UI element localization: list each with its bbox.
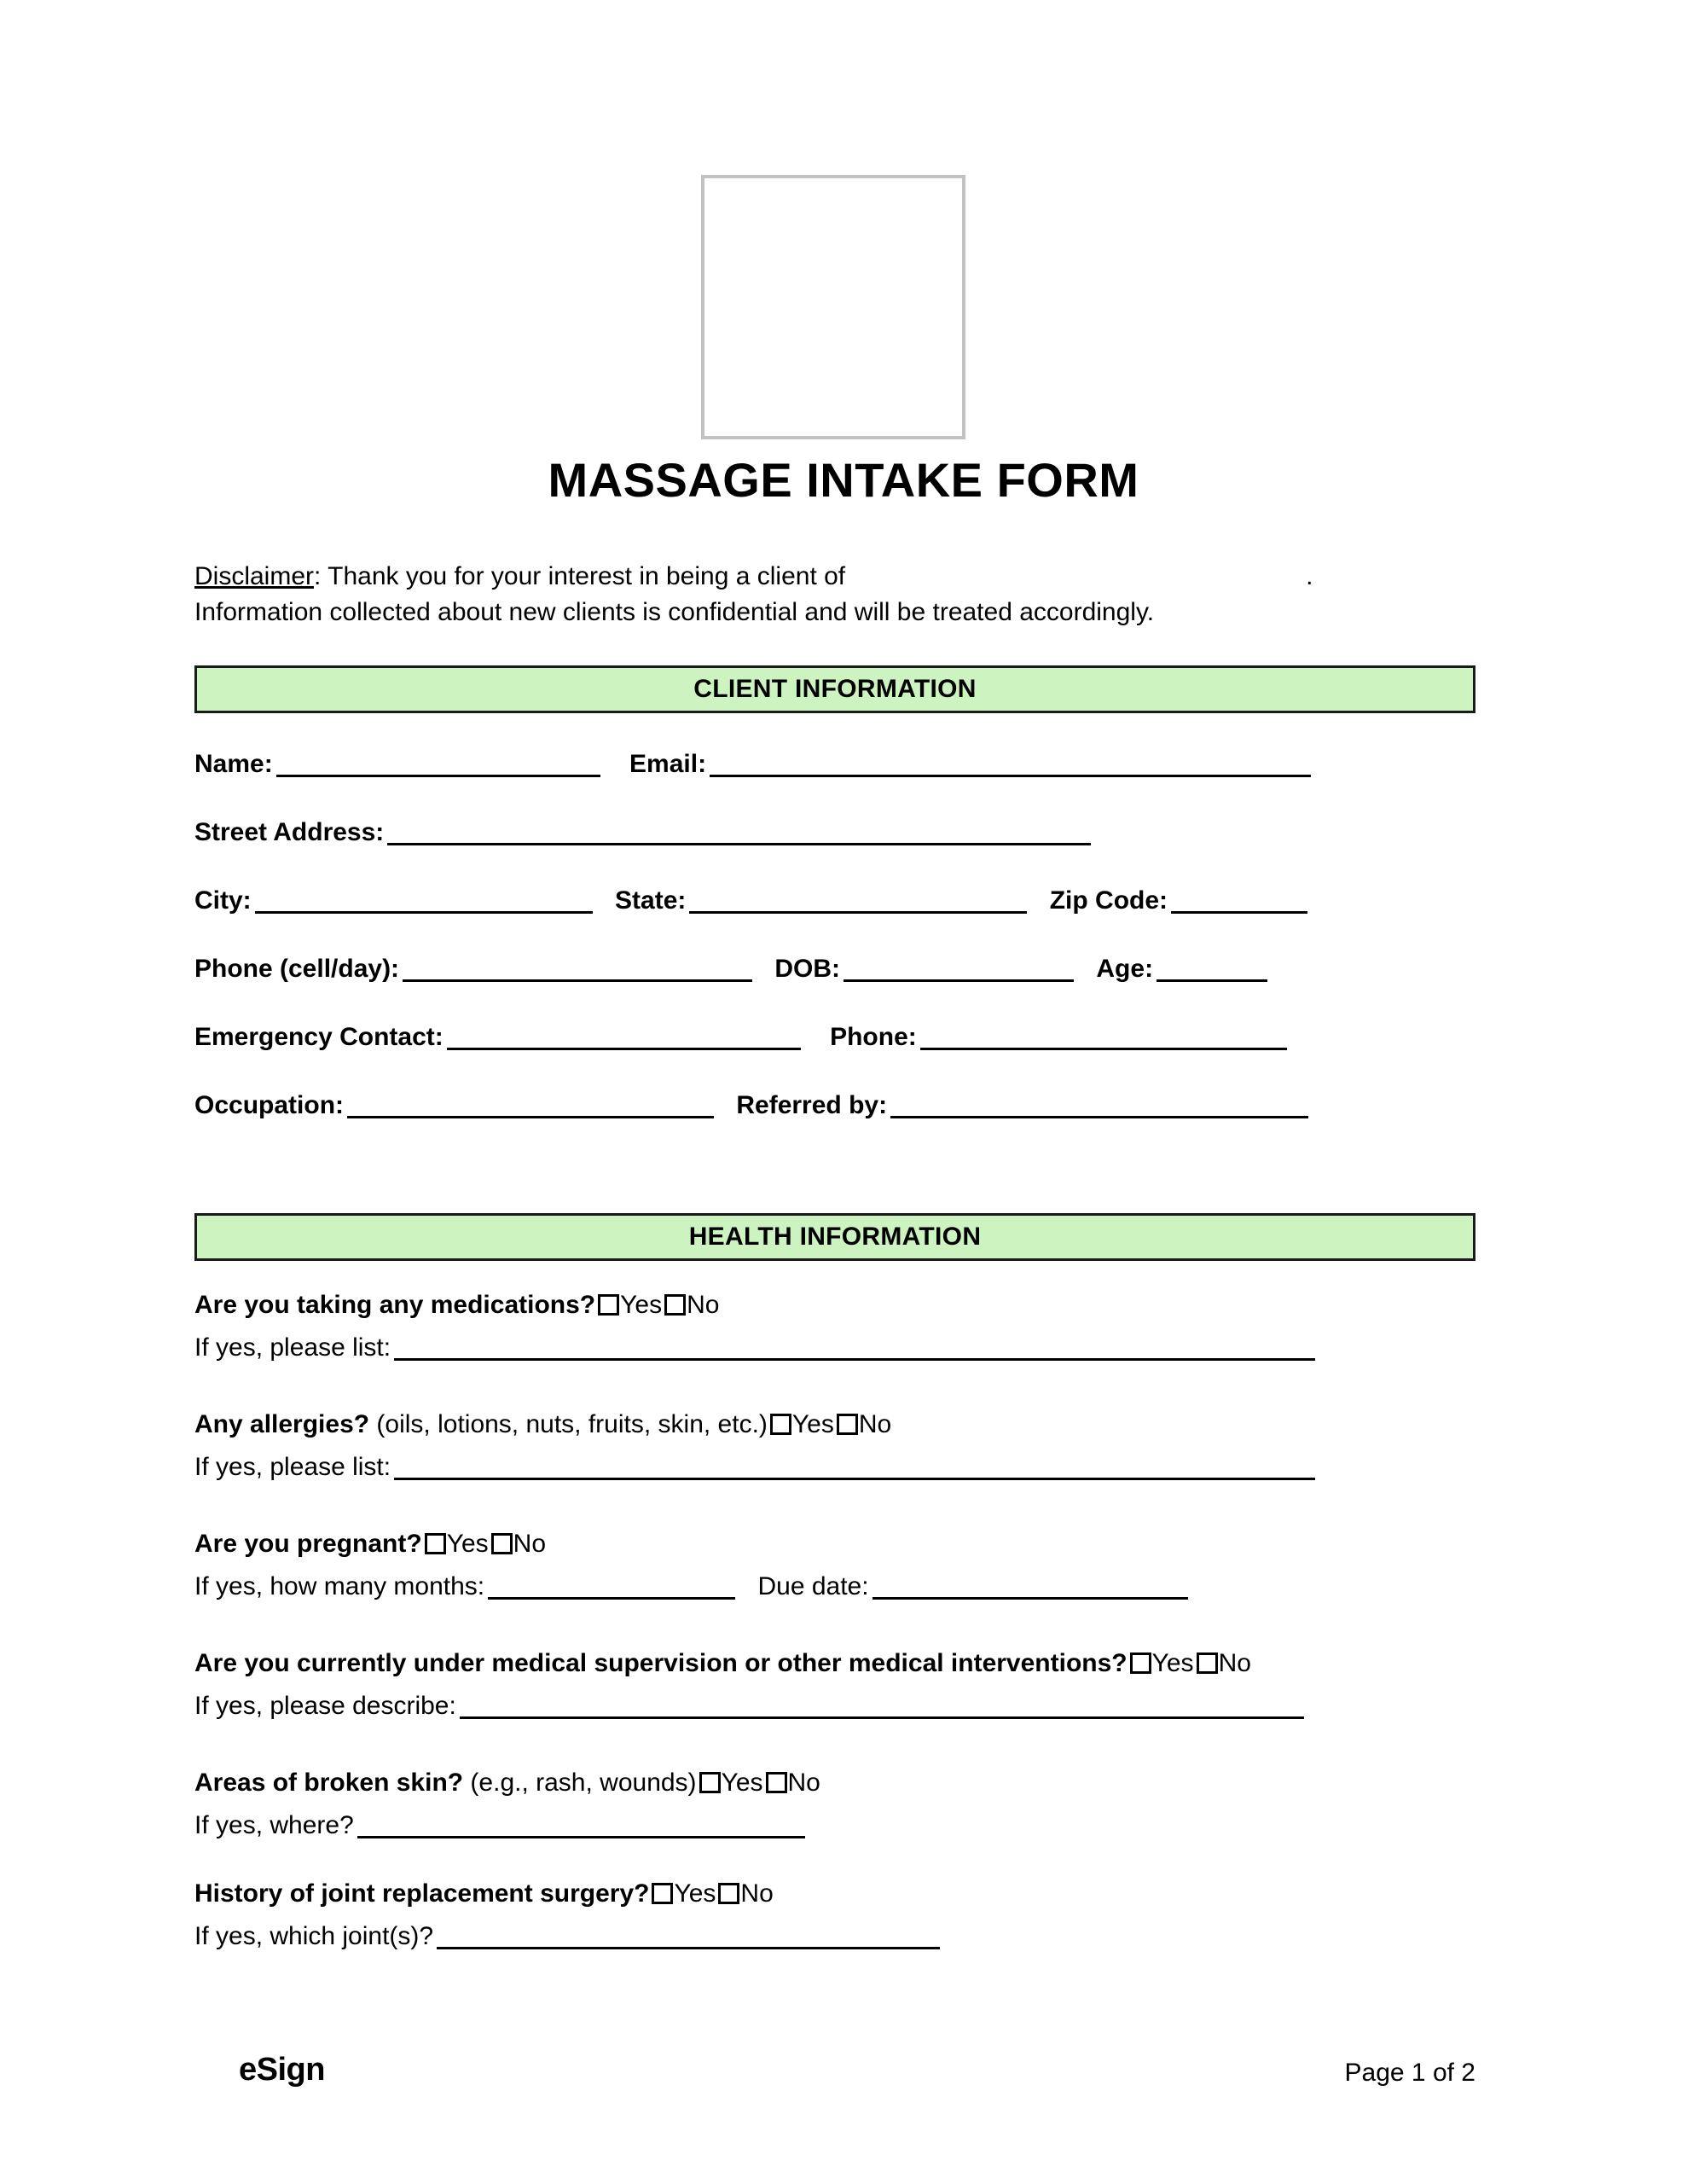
checkbox-medications-no[interactable] [664, 1294, 686, 1316]
followup-pregnant [194, 1570, 1191, 1604]
disclaimer-line-2: Information collected about new clients is confidential and will be treated accordingly. [194, 598, 1155, 626]
disclaimer-line-1-text: : Thank you for your interest in being a client of [314, 562, 846, 590]
label-zip-code: Zip Code: [1049, 886, 1168, 915]
disclaimer-paragraph [194, 559, 1491, 630]
followup-allergies [194, 1450, 1319, 1484]
input-pregnant-months[interactable] [488, 1573, 735, 1600]
question-broken-skin-text: Areas of broken skin? [194, 1769, 464, 1797]
input-phone-cell-day[interactable] [403, 956, 752, 982]
page-title: MASSAGE INTAKE FORM [548, 453, 1139, 507]
followup-medical-supervision [194, 1689, 1307, 1723]
label-joint-replacement-yes: Yes [674, 1879, 716, 1908]
input-broken-skin-where[interactable] [357, 1812, 805, 1838]
label-emergency-contact: Emergency Contact: [194, 1023, 443, 1051]
checkbox-joint-replacement-yes[interactable] [652, 1883, 673, 1904]
input-emergency-phone[interactable] [920, 1024, 1287, 1050]
label-medications-yes: Yes [620, 1291, 663, 1319]
input-pregnant-due-date[interactable] [872, 1573, 1188, 1600]
label-medical-supervision-no: No [1218, 1649, 1251, 1677]
checkbox-joint-replacement-no[interactable] [718, 1883, 739, 1904]
label-medications-no: No [687, 1291, 720, 1319]
field-row-phone-dob-age [194, 952, 1271, 986]
followup-allergies-label: If yes, please list: [194, 1453, 391, 1481]
question-medications-text: Are you taking any medications? [194, 1291, 596, 1319]
page-indicator: Page 1 of 2 [1344, 2059, 1475, 2087]
logo-placeholder-box [701, 175, 965, 439]
question-allergies [194, 1408, 891, 1442]
section-header-client-information: CLIENT INFORMATION [194, 665, 1475, 713]
followup-pregnant-months-label: If yes, how many months: [194, 1572, 485, 1600]
followup-medical-supervision-label: If yes, please describe: [194, 1692, 456, 1720]
checkbox-broken-skin-yes[interactable] [699, 1772, 721, 1793]
question-pregnant [194, 1527, 546, 1561]
label-broken-skin-yes: Yes [721, 1769, 763, 1797]
followup-medications-label: If yes, please list: [194, 1333, 391, 1362]
question-allergies-examples: (oils, lotions, nuts, fruits, skin, etc.) [369, 1410, 768, 1438]
label-broken-skin-no: No [787, 1769, 820, 1797]
input-allergies-list[interactable] [394, 1454, 1315, 1480]
question-joint-replacement [194, 1877, 774, 1911]
input-age[interactable] [1157, 956, 1267, 982]
field-row-name-email [194, 747, 1314, 781]
question-broken-skin-examples: (e.g., rash, wounds) [463, 1769, 697, 1797]
disclaimer-label: Disclaimer [194, 562, 315, 590]
input-referred-by[interactable] [890, 1092, 1308, 1118]
question-medications [194, 1288, 719, 1322]
followup-broken-skin [194, 1809, 809, 1843]
followup-broken-skin-label: If yes, where? [194, 1811, 354, 1839]
label-occupation: Occupation: [194, 1091, 345, 1119]
esign-brand-logo: eSign [239, 2052, 325, 2088]
input-street-address[interactable] [387, 819, 1091, 845]
input-occupation[interactable] [347, 1092, 714, 1118]
question-pregnant-text: Are you pregnant? [194, 1530, 422, 1558]
label-city: City: [194, 886, 252, 915]
checkbox-pregnant-yes[interactable] [425, 1533, 446, 1554]
checkbox-broken-skin-no[interactable] [766, 1772, 787, 1793]
label-allergies-yes: Yes [791, 1410, 834, 1438]
input-city[interactable] [255, 887, 593, 914]
checkbox-allergies-yes[interactable] [770, 1414, 791, 1435]
label-dob: DOB: [774, 955, 841, 983]
input-email[interactable] [710, 751, 1311, 777]
input-dob[interactable] [844, 956, 1074, 982]
checkbox-allergies-no[interactable] [837, 1414, 858, 1435]
question-medical-supervision-text: Are you currently under medical supervision or other medical interventions? [194, 1649, 1128, 1677]
question-medical-supervision [194, 1647, 1251, 1681]
checkbox-medical-supervision-yes[interactable] [1130, 1653, 1151, 1674]
label-age: Age: [1096, 955, 1154, 983]
followup-pregnant-duedate-label: Due date: [757, 1572, 869, 1600]
section-header-health-information: HEALTH INFORMATION [194, 1213, 1475, 1261]
label-street-address: Street Address: [194, 818, 385, 846]
followup-joint-replacement-label: If yes, which joint(s)? [194, 1922, 434, 1950]
label-medical-supervision-yes: Yes [1151, 1649, 1194, 1677]
label-referred-by: Referred by: [736, 1091, 888, 1119]
field-row-street-address [194, 816, 1094, 850]
input-medical-supervision-describe[interactable] [460, 1693, 1304, 1719]
field-row-city-state-zip [194, 884, 1311, 918]
label-emergency-phone: Phone: [830, 1023, 917, 1051]
label-email: Email: [629, 750, 707, 778]
label-pregnant-yes: Yes [446, 1530, 489, 1558]
label-joint-replacement-no: No [740, 1879, 774, 1908]
label-phone-cell-day: Phone (cell/day): [194, 955, 400, 983]
field-row-emergency-contact [194, 1020, 1290, 1054]
input-state[interactable] [689, 887, 1027, 914]
label-allergies-no: No [858, 1410, 892, 1438]
input-medications-list[interactable] [394, 1334, 1315, 1361]
label-pregnant-no: No [513, 1530, 547, 1558]
question-broken-skin [194, 1766, 820, 1800]
followup-medications [194, 1331, 1319, 1365]
checkbox-pregnant-no[interactable] [491, 1533, 513, 1554]
label-state: State: [615, 886, 687, 915]
disclaimer-line-1-period: . [1306, 562, 1313, 590]
question-joint-replacement-text: History of joint replacement surgery? [194, 1879, 650, 1908]
question-allergies-text: Any allergies? [194, 1410, 370, 1438]
followup-joint-replacement [194, 1920, 943, 1954]
input-emergency-contact[interactable] [447, 1024, 801, 1050]
input-name[interactable] [276, 751, 600, 777]
disclaimer-line-1 [194, 559, 1491, 595]
checkbox-medications-yes[interactable] [598, 1294, 619, 1316]
field-row-occupation-referred [194, 1089, 1312, 1123]
label-name: Name: [194, 750, 273, 778]
input-zip-code[interactable] [1171, 887, 1307, 914]
checkbox-medical-supervision-no[interactable] [1197, 1653, 1218, 1674]
input-joint-replacement-joints[interactable] [437, 1923, 940, 1949]
